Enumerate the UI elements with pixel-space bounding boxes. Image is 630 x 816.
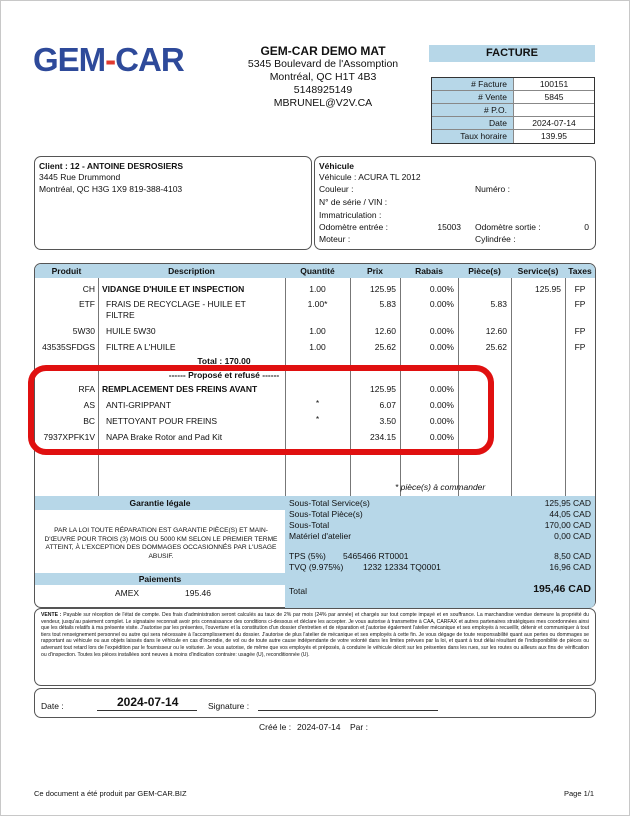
- row-quantity: 1.00*: [307, 299, 328, 309]
- proposed-code: RFA: [78, 384, 95, 394]
- row-price: 5.83: [379, 299, 396, 309]
- payment-amount: 195.46: [185, 588, 211, 598]
- col-prix: Prix: [366, 266, 384, 276]
- section-subtotal: Total : 170.00: [197, 356, 251, 366]
- tps-number: 5465466 RT0001: [343, 551, 409, 561]
- company-name: GEM-CAR DEMO MAT: [260, 44, 386, 58]
- proposed-price: 3.50: [379, 416, 396, 426]
- row-discount: 0.00%: [429, 342, 454, 352]
- proposed-quantity: *: [315, 398, 320, 408]
- proposed-discount: 0.00%: [429, 384, 454, 394]
- warranty-title: Garantie légale: [35, 496, 285, 510]
- col-produit: Produit: [51, 266, 82, 276]
- vehicle-plate: Immatriculation :: [319, 210, 382, 220]
- total-value: 44,05 CAD: [549, 509, 591, 519]
- warranty-text: PAR LA LOI TOUTE RÉPARATION EST GARANTIE PIÈCE(S) ET MAIN-D'ŒUVRE POUR TROIS (3) MOIS OU 5000 KM SELON LE PREMIER TERME ATTEINT, À L'EXCEPTION DES DOMMAGES OCCASIONNÉS PAR L'USAGE ABUSIF.: [44, 527, 278, 560]
- meta-row-po: # P.O.: [432, 104, 594, 117]
- row-code: ETF: [78, 299, 95, 309]
- total-value: 125,95 CAD: [544, 498, 591, 508]
- col-rabais: Rabais: [415, 266, 443, 276]
- proposed-title: ------ Proposé et refusé ------: [168, 370, 280, 380]
- payment-method: AMEX: [115, 588, 140, 598]
- vehicle-odo-in-label: Odomètre entrée :: [319, 222, 388, 232]
- row-parts: 5.83: [490, 299, 507, 309]
- meta-row-date: Date 2024-07-14: [432, 117, 594, 130]
- gemcar-logo: GEM-CAR: [33, 41, 184, 78]
- proposed-code: BC: [83, 416, 95, 426]
- total-label: Sous-Total: [289, 520, 330, 530]
- tvq-value: 16,96 CAD: [549, 562, 591, 572]
- signature-line: [258, 710, 438, 711]
- terms-box: [34, 608, 596, 686]
- row-discount: 0.00%: [429, 284, 454, 294]
- tvq-number: 1232 12334 TQ0001: [363, 562, 441, 572]
- vehicle-odo-in: 15003: [437, 222, 461, 232]
- row-tax: FP: [574, 284, 586, 294]
- proposed-description: NETTOYANT POUR FREINS: [106, 416, 217, 426]
- row-parts: 25.62: [485, 342, 507, 352]
- row-quantity: 1.00: [309, 342, 326, 352]
- sign-signature-label: Signature :: [208, 701, 250, 711]
- proposed-code: 7937XPFK1V: [43, 432, 95, 442]
- vehicle-color: Couleur :: [319, 184, 354, 194]
- row-description: FRAIS DE RECYCLAGE - HUILE ET: [106, 299, 246, 309]
- sign-date-label: Date :: [41, 701, 64, 711]
- vehicle-number: Numéro :: [475, 184, 510, 194]
- created-value: 2024-07-14: [297, 722, 341, 732]
- row-description: HUILE 5W30: [106, 326, 156, 336]
- row-description: FILTRE A L'HUILE: [106, 342, 176, 352]
- proposed-discount: 0.00%: [429, 432, 454, 442]
- total-label: Sous-Total Service(s): [289, 498, 370, 508]
- highlight-annotation: [28, 365, 494, 455]
- total-label: Sous-Total Pièce(s): [289, 509, 363, 519]
- proposed-code: AS: [83, 400, 95, 410]
- col-divider: [565, 278, 566, 496]
- vehicle-odo-out-label: Odomètre sortie :: [475, 222, 541, 232]
- total-value: 0,00 CAD: [554, 531, 591, 541]
- company-info: [223, 45, 423, 110]
- total-label: Matériel d'atelier: [289, 531, 352, 541]
- total-value: 170,00 CAD: [544, 520, 591, 530]
- row-price: 125.95: [370, 284, 396, 294]
- row-discount: 0.00%: [429, 326, 454, 336]
- row-code: 5W30: [72, 326, 95, 336]
- footer-left: Ce document a été produit par GEM-CAR.BIZ: [34, 789, 187, 798]
- sign-date-value: 2024-07-14: [117, 695, 179, 709]
- row-price: 12.60: [374, 326, 396, 336]
- terms-label: VENTE :: [41, 612, 62, 618]
- meta-row-facture: # Facture 100151: [432, 78, 594, 91]
- grand-total-label: Total: [289, 586, 307, 596]
- proposed-discount: 0.00%: [429, 400, 454, 410]
- proposed-description: ANTI-GRIPPANT: [106, 400, 172, 410]
- row-tax: FP: [574, 299, 586, 309]
- tps-label: TPS (5%): [289, 551, 326, 561]
- company-address1: 5345 Boulevard de l'Assomption: [247, 58, 399, 70]
- col-description: Description: [168, 266, 215, 276]
- row-tax: FP: [574, 326, 586, 336]
- proposed-description: REMPLACEMENT DES FREINS AVANT: [102, 384, 258, 394]
- vehicle-vin: N° de série / VIN :: [319, 197, 388, 207]
- col-services: Service(s): [517, 266, 559, 276]
- company-phone: 5148925149: [293, 84, 353, 96]
- meta-row-vente: # Vente 5845: [432, 91, 594, 104]
- vehicle-box: [314, 156, 596, 250]
- table-header: [35, 264, 595, 278]
- vehicle-engine: Moteur :: [319, 234, 351, 244]
- col-divider: [511, 278, 512, 496]
- date-line: [97, 710, 197, 711]
- vehicle-title: Véhicule: [319, 161, 354, 171]
- tps-value: 8,50 CAD: [554, 551, 591, 561]
- proposed-discount: 0.00%: [429, 416, 454, 426]
- proposed-price: 234.15: [370, 432, 396, 442]
- tvq-label: TVQ (9.975%): [289, 562, 344, 572]
- row-services: 125.95: [535, 284, 561, 294]
- col-taxes: Taxes: [568, 266, 592, 276]
- payments-title: Paiements: [35, 573, 285, 585]
- row-code: CH: [82, 284, 95, 294]
- row-discount: 0.00%: [429, 299, 454, 309]
- row-description-cont: FILTRE: [106, 310, 135, 320]
- client-address: 3445 Rue Drummond: [39, 172, 121, 182]
- proposed-price: 125.95: [370, 384, 396, 394]
- proposed-price: 6.07: [379, 400, 396, 410]
- col-quantite: Quantité: [300, 266, 335, 276]
- signature-box: [34, 688, 596, 718]
- order-note: * pièce(s) à commander: [395, 482, 486, 492]
- row-description: VIDANGE D'HUILE ET INSPECTION: [102, 284, 245, 294]
- proposed-quantity: *: [315, 414, 320, 424]
- row-price: 25.62: [374, 342, 396, 352]
- created-label: Créé le :: [259, 722, 292, 732]
- row-quantity: 1.00: [309, 326, 326, 336]
- terms-text: Payable sur réception de l'état de compte. Des frais d'administration seront calculés au taux de 2% par mois (24% par année) et chargés sur tout compte impayé et en souffrance. La marchandise vendue demeure la propriété du vendeur, jusqu'au paiement complet. Le signataire reconnait avoir pris connaissance des conditions ci-dessous et déclare les accepter. Je vous autorise à transmettre à CAA, CARFAX et autres partenaires stratégiques mes coordonnées ainsi que les détails relatifs à ma présente visite. J'autorise par les présentes, l'ouverture et la constitution d'un dossier d'entretien et de réparation et j'autorise également l'atelier mécanique et ses employés à recueillir, détenir et communiquer à tout tiers tout renseignement personnel ou autre qui sera nécessaire à l'accomplissement du dossier. J'autorise de plus l'atelier de mécanique et ses employés à cette fin. Je vous dégage de toute responsabilité quant aux pertes ou dommages se rapportant au véhicule ou aux objets laissés dans le véhicule en cas d'incendie, de vol ou de toute autre cause indépendante de votre volonté dans les limites prévues par la loi, et quant à tout délai résultant de l'indisponibilité de pièces ou advenant tout retard lors de l'expédition par le fournisseur ou le voiturier. Je vous autorise, de même que vos employés et préposés, à conduire le véhicule décrit sur les présentes dans les rues, sur les routes ou ailleurs aux fins de vérification ou d'inspection. Toutes les pièces installées sont neuves à moins d'indication contraire: usagée (U), reconditionnée (U).: [41, 612, 589, 658]
- company-email: MBRUNEL@V2V.CA: [273, 97, 373, 109]
- meta-row-rate: Taux horaire 139.95: [432, 130, 594, 143]
- vehicle-cylinders: Cylindrée :: [475, 234, 516, 244]
- created-by-label: Par :: [350, 722, 368, 732]
- col-pieces: Pièce(s): [468, 266, 501, 276]
- client-box: [34, 156, 312, 250]
- invoice-meta-table: [431, 77, 595, 144]
- row-quantity: 1.00: [309, 284, 326, 294]
- company-address2: Montréal, QC H1T 4B3: [269, 71, 377, 83]
- proposed-description: NAPA Brake Rotor and Pad Kit: [106, 432, 223, 442]
- vehicle-odo-out: 0: [584, 222, 589, 232]
- grand-total-value: 195,46 CAD: [533, 583, 591, 595]
- row-code: 43535SFDGS: [42, 342, 95, 352]
- footer-page: Page 1/1: [564, 789, 595, 798]
- invoice-title: FACTURE: [429, 45, 595, 62]
- client-city-phone: Montréal, QC H3G 1X9 819-388-4103: [39, 184, 183, 194]
- client-title: Client : 12 - ANTOINE DESROSIERS: [39, 161, 184, 171]
- row-tax: FP: [574, 342, 586, 352]
- row-parts: 12.60: [485, 326, 507, 336]
- vehicle-model: Véhicule : ACURA TL 2012: [319, 172, 421, 182]
